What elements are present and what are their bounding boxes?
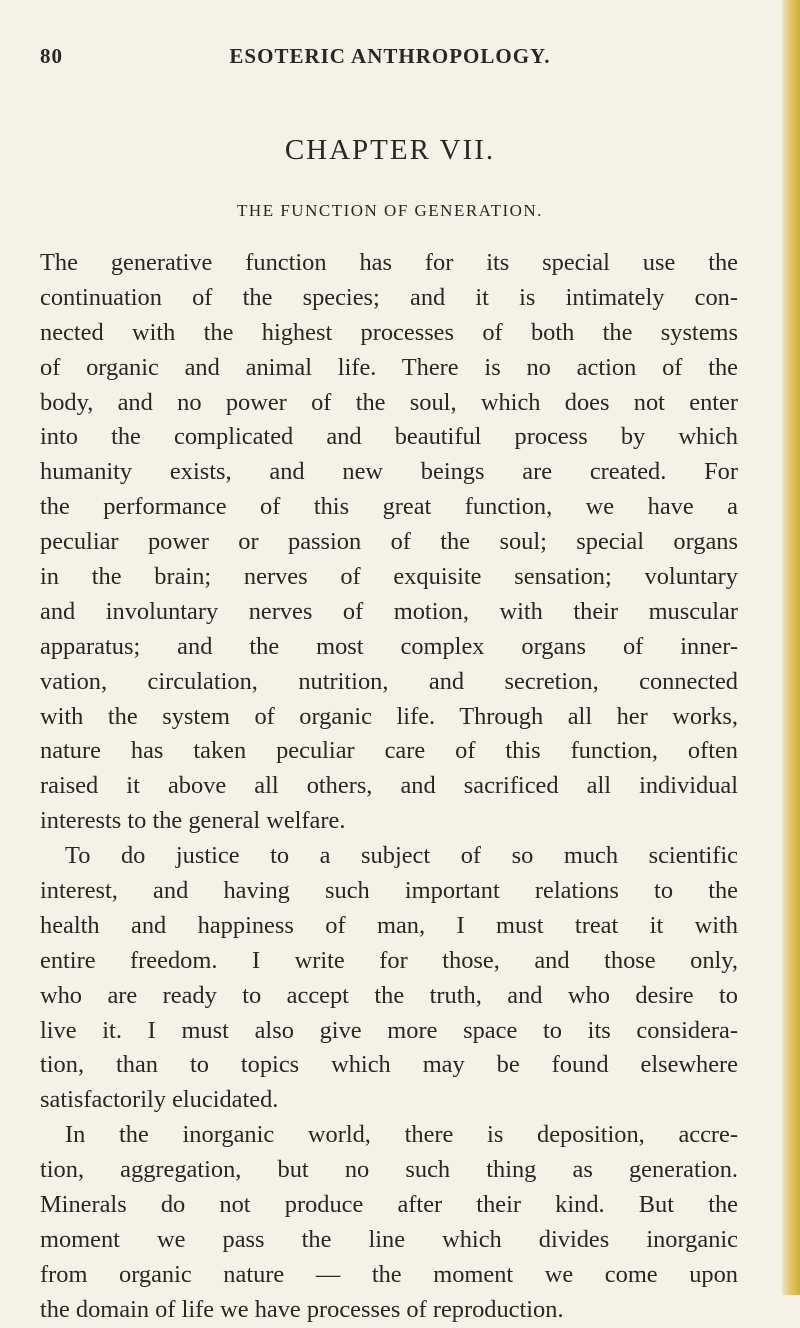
chapter-subtitle: THE FUNCTION OF GENERATION. (237, 201, 543, 220)
text-line: who are ready to accept the truth, and who desire to (40, 981, 738, 1009)
body-text (40, 246, 738, 1328)
text-line: apparatus; and the most complex organs of inner- (40, 632, 738, 660)
text-line: entire freedom. I write for those, and those only, (40, 946, 738, 974)
text-line: In the inorganic world, there is deposition, accre- (65, 1121, 738, 1149)
text-line: Minerals do not produce after their kind. But the (40, 1191, 738, 1219)
text-line: nature has taken peculiar care of this function, often (40, 737, 738, 765)
text-line: interests to the general welfare. (40, 807, 346, 835)
page-number: 80 (40, 44, 63, 68)
text-line: tion, aggregation, but no such thing as generation. (40, 1156, 738, 1184)
text-line: peculiar power or passion of the soul; special organs (40, 528, 738, 556)
text-line: nected with the highest processes of both the systems (40, 318, 738, 346)
text-line: raised it above all others, and sacrificed all individual (40, 772, 738, 800)
text-line: live it. I must also give more space to its considera- (40, 1016, 738, 1044)
text-line: the performance of this great function, we have a (40, 493, 738, 521)
text-line: body, and no power of the soul, which does not enter (40, 388, 738, 416)
text-line: of organic and animal life. There is no action of the (40, 353, 738, 381)
text-line: tion, than to topics which may be found elsewhere (40, 1051, 738, 1079)
text-line: To do justice to a subject of so much scientific (65, 842, 738, 870)
running-head (40, 44, 740, 80)
text-line: moment we pass the line which divides inorganic (40, 1225, 738, 1253)
text-line: and involuntary nerves of motion, with their muscular (40, 597, 738, 625)
text-line: from organic nature — the moment we come upon (40, 1260, 738, 1288)
page-edge (782, 0, 800, 1295)
text-line: continuation of the species; and it is intimately con- (40, 283, 738, 311)
text-line: satisfactorily elucidated. (40, 1086, 279, 1114)
text-line: humanity exists, and new beings are created. For (40, 458, 738, 486)
text-line: interest, and having such important relations to the (40, 877, 738, 905)
text-line: The generative function has for its special use the (40, 249, 738, 276)
running-title: ESOTERIC ANTHROPOLOGY. (229, 44, 551, 68)
text-line: vation, circulation, nutrition, and secretion, connected (40, 667, 738, 695)
text-line: in the brain; nerves of exquisite sensation; voluntary (40, 563, 738, 591)
text-line: into the complicated and beautiful process by which (40, 423, 738, 451)
text-line: with the system of organic life. Through all her works, (40, 702, 738, 730)
chapter-title: CHAPTER VII. (284, 134, 496, 166)
text-line: health and happiness of man, I must treat it with (40, 911, 738, 939)
text-line: the domain of life we have processes of reproduction. (40, 1295, 564, 1323)
